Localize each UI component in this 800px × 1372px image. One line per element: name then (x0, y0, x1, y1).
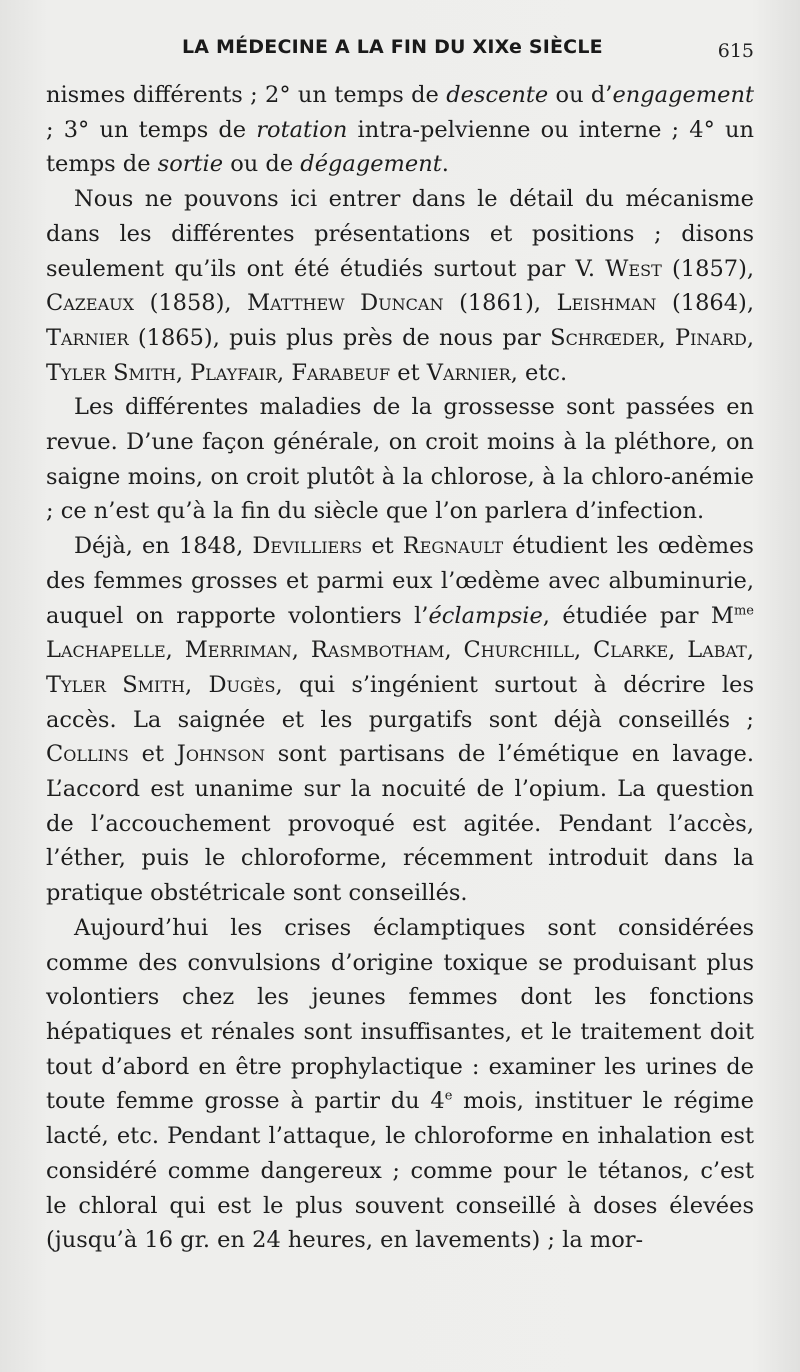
superscript: me (733, 603, 754, 619)
text-run: , (573, 637, 594, 664)
text-run: , (185, 671, 209, 698)
text-run: . (441, 151, 449, 178)
text-run: , etc. (510, 359, 568, 386)
author-name: Varnier (426, 359, 511, 386)
text-run: étudient les œdèmes des femmes grosses et parmi eux l’œdème avec albuminurie, auquel on rapporte volontiers l’ (46, 533, 754, 629)
italic-term: éclampsie (428, 602, 543, 629)
author-name: Farabeuf (291, 359, 391, 386)
text-run: (1865), puis plus près de nous par (128, 324, 551, 351)
author-name: Tarnier (46, 324, 129, 351)
text-run: Les différentes maladies de la grossesse sont passées en revue. D’une façon générale, on croit moins à la pléthore, on saigne moins, on croit plutôt à la chlorose, à la chloro-anémie ; ce n’est qu’à la fin du siècle que l’on parlera d’infection. (46, 394, 754, 525)
author-name: Rasmbotham (310, 637, 445, 664)
running-title: LA MÉDECINE A LA FIN DU XIXe SIÈCLE (182, 36, 603, 58)
text-run: , (291, 637, 311, 664)
author-name: Churchill (463, 637, 574, 664)
author-name: Leishman (556, 290, 657, 317)
author-name: Regnault (402, 533, 504, 560)
author-name: Clarke (593, 637, 669, 664)
author-name: Collins (46, 741, 129, 768)
text-run: mois, instituer le régime lacté, etc. Pendant l’attaque, le chloroforme en inhalation est considéré comme dangereux ; comme pour le tétanos, c’est le chloral qui est le plus souvent conseillé à doses élevées (jusqu’à 16 gr. en 24 heures, en lavements) ; la mor- (46, 1088, 754, 1254)
text-run: (1858), (134, 290, 248, 317)
paragraph (46, 529, 754, 911)
text-run: intra-pelvienne ou interne ; 4° un temps de (46, 116, 755, 178)
author-name: Tyler Smith (46, 671, 185, 698)
author-name: Merriman (184, 637, 292, 664)
author-name: West (605, 255, 662, 282)
paragraph (46, 390, 754, 529)
italic-term: descente (446, 82, 549, 108)
author-name: Lachapelle (46, 637, 166, 664)
author-name: Labat (687, 637, 747, 664)
author-name: Dugès (208, 671, 276, 698)
paragraph (46, 182, 754, 390)
text-run: , étudiée par M (542, 602, 734, 629)
text-run: sont partisans de l’émétique en lavage. L’accord est unanime sur la nocuité de l’opium. La question de l’accouchement provoqué est agitée. Pendant l’accès, l’éther, puis le chloroforme, récemment introduit dans la pratique obstétricale sont conseillés. (46, 741, 754, 907)
paragraph (46, 78, 754, 182)
text-run: , (277, 359, 292, 386)
author-name: Pinard (674, 324, 747, 351)
text-run: (1857), (661, 255, 754, 282)
text-run: et (390, 359, 427, 386)
body-text (46, 78, 754, 1258)
text-run: , (658, 324, 675, 351)
text-run: , (444, 637, 464, 664)
text-run: ou d’ (548, 82, 613, 108)
text-run: , (668, 637, 688, 664)
page-number: 615 (717, 40, 754, 62)
text-run: Nous ne pouvons ici entrer dans le détail du mécanisme dans les différentes présentations et positions ; disons seulement qu’ils ont été étudiés surtout par V. (46, 186, 754, 282)
author-name: Schrœder (550, 324, 659, 351)
italic-term: rotation (256, 116, 348, 143)
text-run: , qui s’ingénient surtout à décrire les accès. La saignée et les purgatifs sont déjà conseillés ; (46, 671, 754, 733)
author-name: Johnson (176, 741, 265, 768)
author-name: Tyler Smith (46, 359, 176, 386)
author-name: Playfair (190, 359, 278, 386)
italic-term: engagement (612, 82, 754, 108)
text-run: Aujourd’hui les crises éclamptiques sont considérées comme des convulsions d’origine toxique se produisant plus volontiers chez les jeunes femmes dont les fonctions hépatiques et rénales sont insuffisantes, et le traitement doit tout d’abord en être prophylactique : examiner les urines de toute femme grosse à partir du 4 (46, 914, 754, 1115)
author-name: Cazeaux (46, 290, 134, 317)
text-run: ; 3° un temps de (46, 116, 257, 143)
author-name: Matthew Duncan (247, 290, 444, 317)
text-run: et (362, 533, 403, 560)
superscript: e (444, 1088, 453, 1104)
text-run: et (128, 741, 177, 768)
text-run: (1864), (656, 290, 754, 317)
italic-term: dégagement (300, 151, 442, 178)
text-run: , (746, 324, 754, 351)
text-run: Déjà, en 1848, (74, 533, 253, 560)
text-run: , (175, 359, 191, 386)
text-run: (1861), (443, 290, 557, 317)
author-name: Devilliers (252, 533, 363, 560)
text-run: , (746, 637, 754, 664)
text-run: nismes différents ; 2° un temps de (46, 82, 447, 108)
italic-term: sortie (157, 151, 224, 178)
paragraph (46, 911, 754, 1258)
page-header (46, 36, 754, 66)
text-run: , (165, 637, 185, 664)
text-run: ou de (223, 151, 301, 178)
